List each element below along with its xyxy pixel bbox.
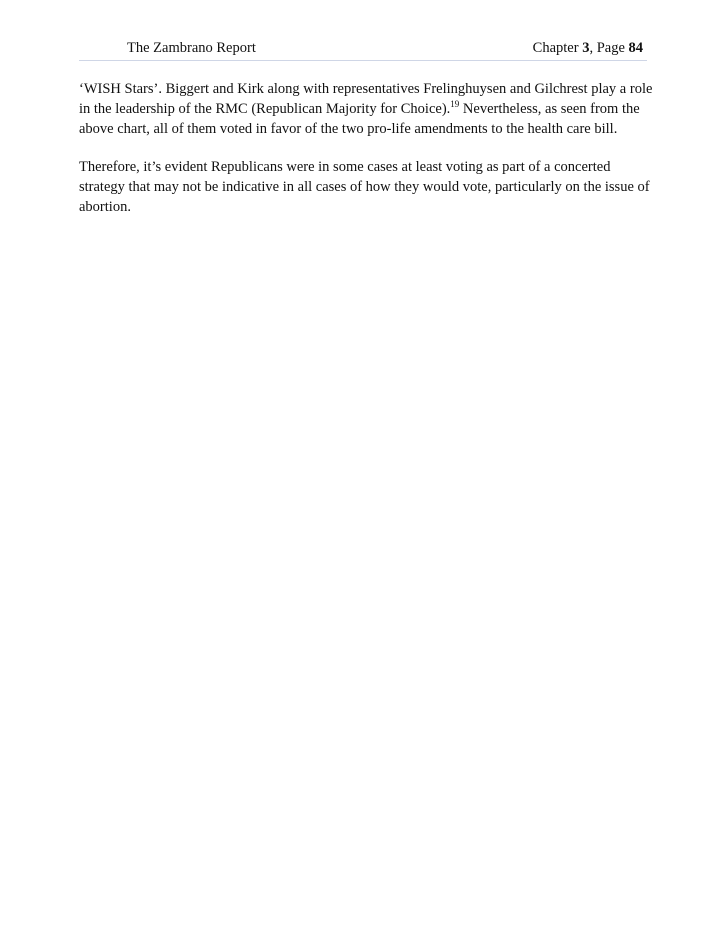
footnote-reference[interactable]: 19 (450, 99, 460, 109)
body-text (79, 79, 654, 235)
paragraph-2: Therefore, it’s evident Republicans were in some cases at least voting as part of a concerted strategy that may not be indicative in all cases of how they would vote, particularly on the issue of abortion. (79, 159, 650, 215)
page-header (79, 38, 647, 61)
chapter-label: Chapter (532, 40, 583, 56)
report-title: The Zambrano Report (127, 40, 256, 56)
paragraph-1-text: ‘WISH Stars’. Biggert and Kirk along with representatives Frelinghuysen and Gilchrest play a role in the leadership of the RMC (Republican Majority for Choice). (79, 81, 653, 117)
page-number: 84 (628, 40, 643, 56)
paragraph-1-continuation: Nevertheless, as seen from the above chart, all of them voted in favor of the two pro-life amendments to the health care bill. (79, 101, 640, 137)
chapter-number: 3 (582, 40, 590, 56)
chapter-page-label (533, 40, 643, 57)
page-label: , Page (589, 40, 629, 56)
paragraph-1 (79, 79, 654, 139)
